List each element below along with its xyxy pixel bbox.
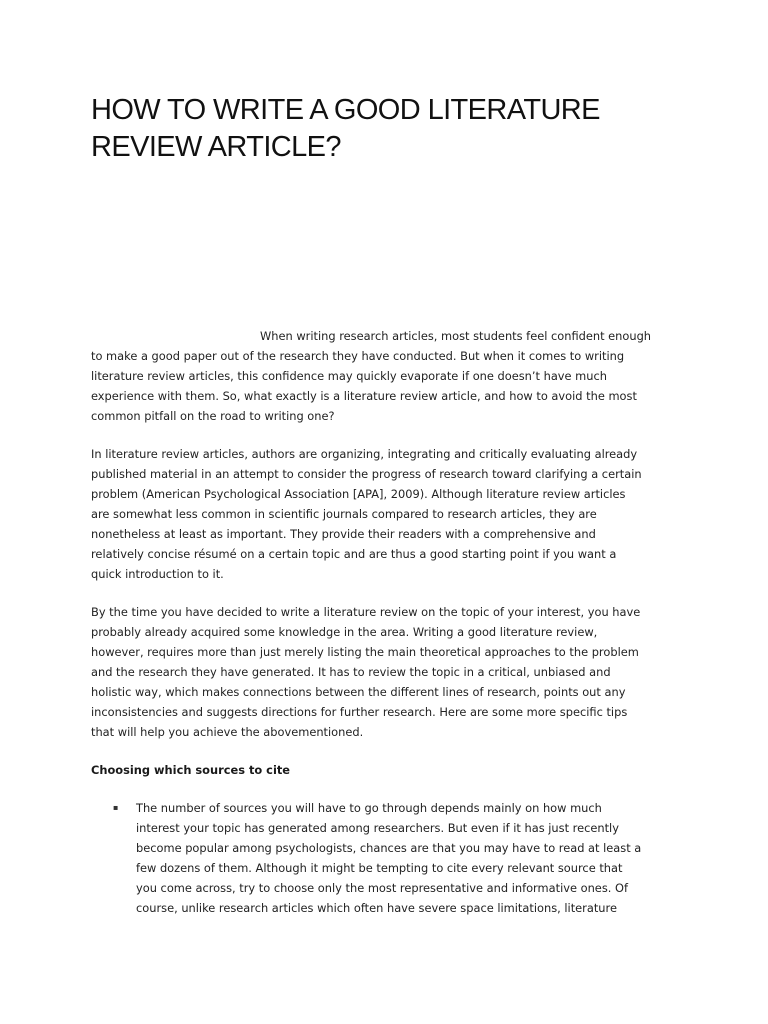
section-heading: Choosing which sources to cite xyxy=(91,763,291,777)
bullet-line: interest your topic has generated among researchers. But even if it has just recently xyxy=(136,821,619,835)
bullet-line: become popular among psychologists, chances are that you may have to read at least a xyxy=(136,841,642,855)
paragraph-line: relatively concise résumé on a certain topic and are thus a good starting point if you want a xyxy=(91,547,617,561)
square-bullet-icon: ▪ xyxy=(113,803,119,812)
bullet-line: you come across, try to choose only the most representative and informative ones. Of xyxy=(136,881,628,895)
title-line-1: HOW TO WRITE A GOOD LITERATURE xyxy=(91,94,600,126)
paragraph-line: By the time you have decided to write a literature review on the topic of your interest, you have xyxy=(91,605,641,619)
paragraph-line: experience with them. So, what exactly is a literature review article, and how to avoid the most xyxy=(91,389,637,403)
document-body xyxy=(91,326,691,918)
paragraph-line: to make a good paper out of the research they have conducted. But when it comes to writing xyxy=(91,349,625,363)
paragraph-line: In literature review articles, authors are organizing, integrating and critically evaluating already xyxy=(91,447,638,461)
document-title xyxy=(91,92,691,166)
paragraph-line: problem (American Psychological Association [APA], 2009). Although literature review articles xyxy=(91,487,626,501)
paragraph-gap xyxy=(91,742,691,760)
paragraph-gap xyxy=(91,780,691,798)
bullet-line: course, unlike research articles which often have severe space limitations, literature xyxy=(136,901,617,915)
paragraph-line: When writing research articles, most students feel confident enough xyxy=(260,329,652,343)
bullet-line: The number of sources you will have to go through depends mainly on how much xyxy=(136,801,602,815)
paragraph-line: inconsistencies and suggests directions for further research. Here are some more specific tips xyxy=(91,705,628,719)
paragraph-gap xyxy=(91,584,691,602)
paragraph-intro xyxy=(91,326,691,426)
paragraph-line: common pitfall on the road to writing one? xyxy=(91,409,335,423)
paragraph-line: literature review articles, this confidence may quickly evaporate if one doesn’t have much xyxy=(91,369,607,383)
paragraph-definition xyxy=(91,444,691,584)
paragraph-line: that will help you achieve the abovementioned. xyxy=(91,725,364,739)
bullet-line: few dozens of them. Although it might be tempting to cite every relevant source that xyxy=(136,861,623,875)
paragraph-line: and the research they have generated. It has to review the topic in a critical, unbiased and xyxy=(91,665,611,679)
paragraph-line: holistic way, which makes connections between the different lines of research, points out any xyxy=(91,685,626,699)
paragraph-line: however, requires more than just merely listing the main theoretical approaches to the problem xyxy=(91,645,639,659)
paragraph-line: are somewhat less common in scientific journals compared to research articles, they are xyxy=(91,507,597,521)
title-line-2: REVIEW ARTICLE? xyxy=(91,131,341,163)
paragraph-line: quick introduction to it. xyxy=(91,567,224,581)
paragraph-gap xyxy=(91,426,691,444)
bullet-text xyxy=(136,798,691,918)
paragraph-line: nonetheless at least as important. They provide their readers with a comprehensive and xyxy=(91,527,596,541)
paragraph-line: probably already acquired some knowledge in the area. Writing a good literature review, xyxy=(91,625,598,639)
paragraph-line: published material in an attempt to consider the progress of research toward clarifying a certain xyxy=(91,467,642,481)
paragraph-approach xyxy=(91,602,691,742)
bullet-item xyxy=(91,798,691,918)
